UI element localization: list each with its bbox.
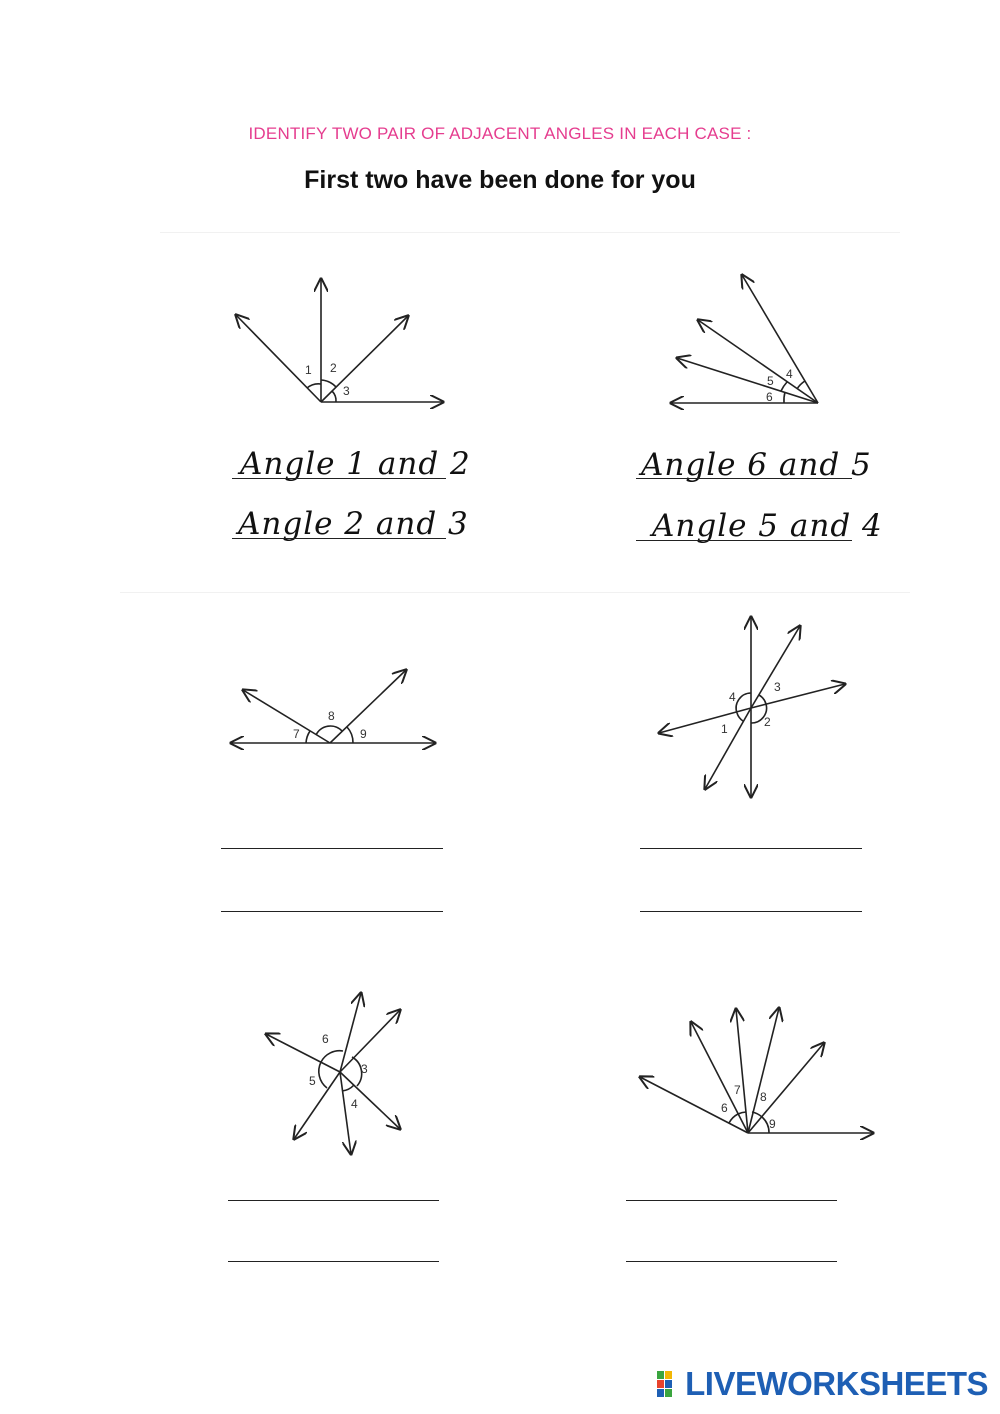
liveworksheets-logo — [657, 1364, 988, 1404]
angle-label-8: 8 — [328, 709, 335, 723]
angle-label-1: 1 — [305, 363, 312, 377]
angle-label-7d: 7 — [734, 1083, 741, 1097]
angle-label-5c: 5 — [309, 1074, 316, 1088]
worked-answer-2a: Angle 6 and 5 — [641, 447, 872, 483]
answer-field-3a[interactable] — [221, 814, 443, 848]
angle-label-3b: 3 — [774, 680, 781, 694]
angle-label-4b: 4 — [729, 690, 736, 704]
answer-line-5a — [228, 1200, 439, 1201]
instruction-subtitle: First two have been done for you — [304, 166, 696, 194]
angle-label-8d: 8 — [760, 1090, 767, 1104]
angle-label-2: 2 — [330, 361, 337, 375]
angle-label-2b: 2 — [764, 715, 771, 729]
answer-line-6b — [626, 1261, 837, 1262]
answer-line-4a — [640, 848, 862, 849]
answer-field-5b[interactable] — [228, 1227, 439, 1261]
worked-answer-1a: Angle 1 and 2 — [240, 446, 471, 482]
answer-field-3b[interactable] — [221, 877, 443, 911]
answer-line-2b — [636, 540, 852, 541]
worked-answer-1b: Angle 2 and 3 — [238, 506, 469, 542]
answer-line-5b — [228, 1261, 439, 1262]
angle-label-5: 5 — [767, 374, 774, 388]
angle-label-6c: 6 — [322, 1032, 329, 1046]
answer-line-1b — [232, 538, 446, 539]
answer-line-4b — [640, 911, 862, 912]
liveworksheets-logo-icon — [657, 1369, 681, 1399]
instruction-title: IDENTIFY TWO PAIR OF ADJACENT ANGLES IN EACH CASE : — [248, 124, 752, 143]
angle-label-9d: 9 — [769, 1117, 776, 1131]
angle-label-9: 9 — [360, 727, 367, 741]
angle-label-3: 3 — [343, 384, 350, 398]
angle-label-7: 7 — [293, 727, 300, 741]
answer-field-4a[interactable] — [640, 814, 862, 848]
angle-label-6d: 6 — [721, 1101, 728, 1115]
angle-label-4: 4 — [786, 367, 793, 381]
angle-label-3c: 3 — [361, 1062, 368, 1076]
answer-line-1a — [232, 478, 446, 479]
angle-label-4c: 4 — [351, 1097, 358, 1111]
answer-line-6a — [626, 1200, 837, 1201]
worked-answer-2b: Angle 5 and 4 — [652, 508, 883, 544]
answer-field-6b[interactable] — [626, 1227, 837, 1261]
answer-field-4b[interactable] — [640, 877, 862, 911]
angle-label-6: 6 — [766, 390, 773, 404]
brand-name: LIVEWORKSHEETS — [685, 1365, 988, 1402]
answer-line-3b — [221, 911, 443, 912]
answer-field-6a[interactable] — [626, 1166, 837, 1200]
answer-line-2a — [636, 478, 852, 479]
answer-field-5a[interactable] — [228, 1166, 439, 1200]
answer-line-3a — [221, 848, 443, 849]
angle-label-1b: 1 — [721, 722, 728, 736]
